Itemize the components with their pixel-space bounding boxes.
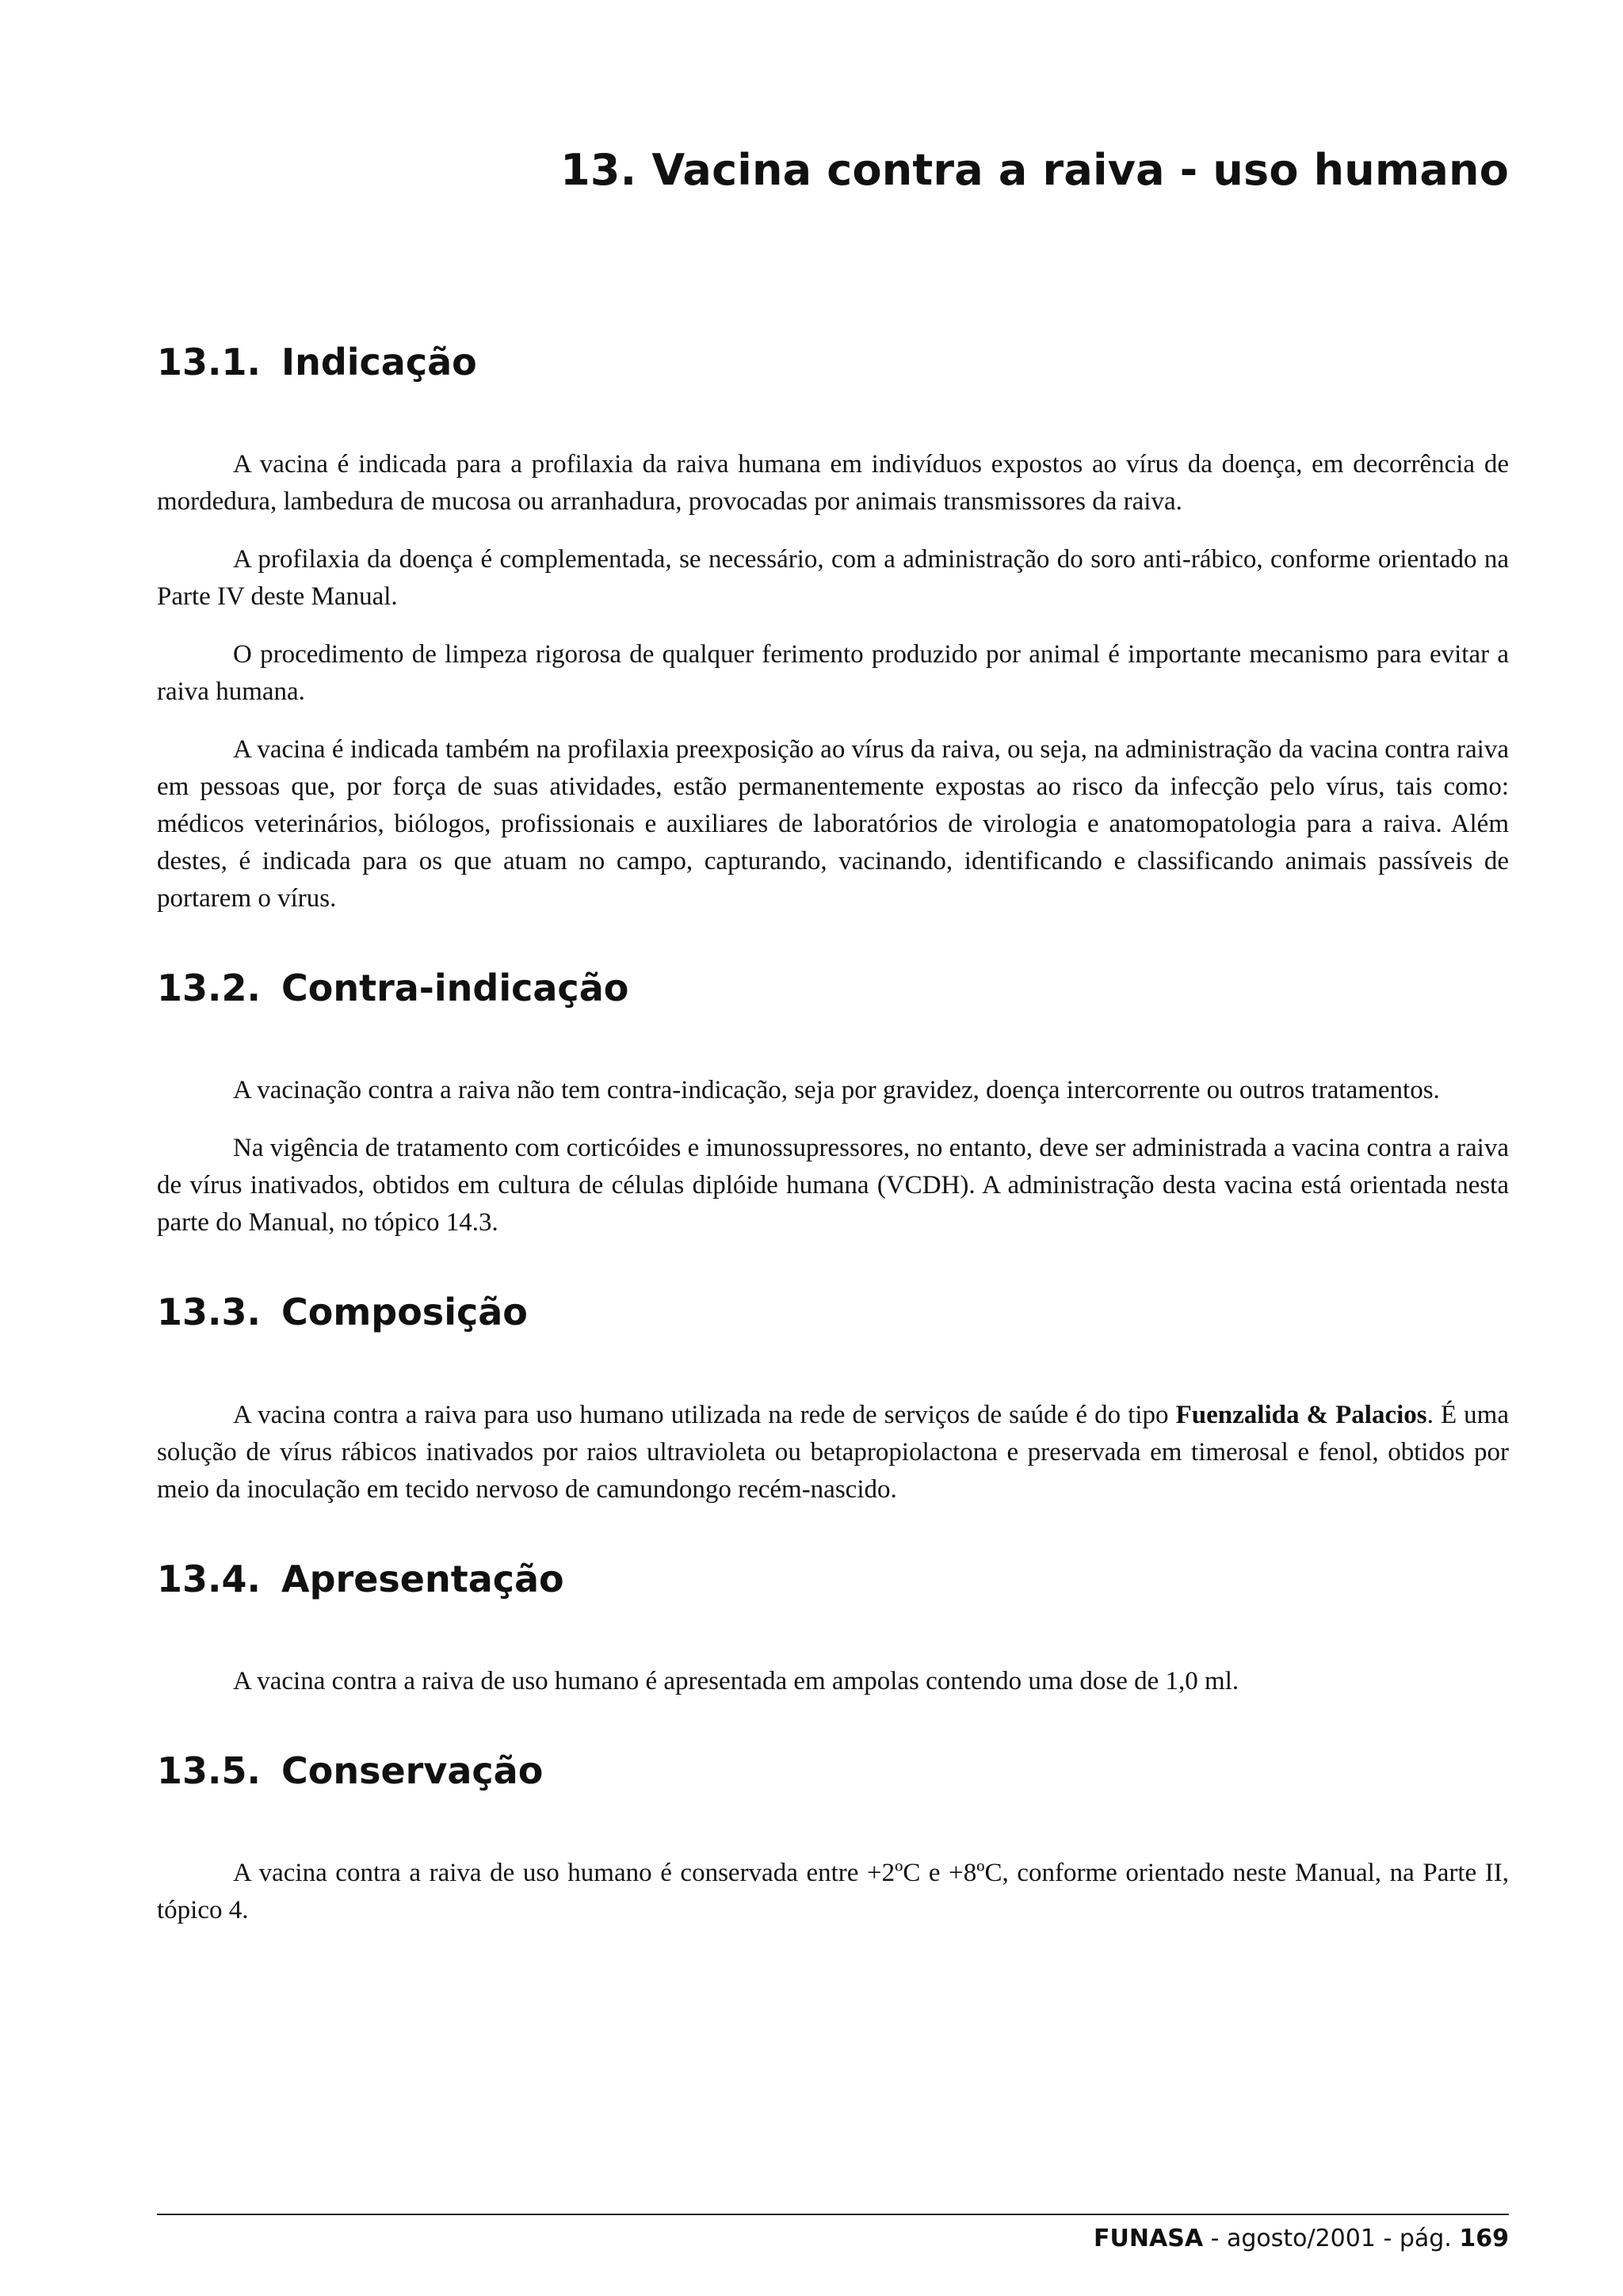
section-contra-indicacao xyxy=(157,967,1509,1241)
paragraph: A vacina contra a raiva de uso humano é apresentada em ampolas contendo uma dose de 1,0 ml. xyxy=(233,1666,1239,1695)
section-indicacao xyxy=(157,341,1509,917)
document-content xyxy=(157,341,1509,1978)
section-heading xyxy=(157,341,1509,384)
section-heading xyxy=(157,1558,1509,1601)
chapter-title: 13. Vacina contra a raiva - uso humano xyxy=(560,145,1509,195)
section-heading xyxy=(157,1749,1509,1793)
section-composicao xyxy=(157,1291,1509,1508)
section-apresentacao xyxy=(157,1558,1509,1700)
paragraph: A profilaxia da doença é complementada, se necessário, com a administração do soro anti-rábico, conforme orientado na Parte IV deste Manual. xyxy=(157,545,1509,612)
footer-date: - agosto/2001 - pág. xyxy=(1203,2225,1460,2252)
section-heading xyxy=(157,1291,1509,1334)
page-number: 169 xyxy=(1459,2225,1509,2252)
paragraph: A vacinação contra a raiva não tem contra-indicação, seja por gravidez, doença intercorrente ou outros tratamentos. xyxy=(233,1076,1440,1105)
paragraph: Na vigência de tratamento com corticóides e imunossupressores, no entanto, deve ser administrada a vacina contra a raiva de vírus inativados, obtidos em cultura de células diplóide humana (VCDH). A administração desta vacina está orientada nesta parte do Manual, no tópico 14.3. xyxy=(157,1134,1509,1238)
paragraph xyxy=(157,1397,1509,1508)
section-title: Conservação xyxy=(281,1749,544,1792)
section-title: Apresentação xyxy=(281,1557,564,1600)
footer-rule xyxy=(157,2214,1509,2215)
section-number: 13.1. xyxy=(157,341,261,383)
section-conservacao xyxy=(157,1749,1509,1929)
section-number: 13.5. xyxy=(157,1749,261,1792)
section-number: 13.2. xyxy=(157,967,261,1010)
document-page xyxy=(157,0,1509,2296)
paragraph-rest: . É uma solução de vírus rábicos inativados por raios ultravioleta ou betapropiolactona e preservada em timerosal e fenol, obtidos por meio da inoculação em tecido nervoso de camundongo recém-nascido. xyxy=(157,1400,1509,1504)
paragraph: A vacina é indicada para a profilaxia da raiva humana em indivíduos expostos ao vírus da doença, em decorrência de mordedura, lambedura de mucosa ou arranhadura, provocadas por animais transmissores da raiva. xyxy=(157,450,1509,517)
section-heading xyxy=(157,967,1509,1010)
section-title: Contra-indicação xyxy=(281,967,629,1010)
paragraph: O procedimento de limpeza rigorosa de qualquer ferimento produzido por animal é importante mecanismo para evitar a raiva humana. xyxy=(157,640,1509,707)
paragraph-intro: A vacina contra a raiva para uso humano utilizada na rede de serviços de saúde é do tipo xyxy=(233,1400,1176,1429)
section-number: 13.4. xyxy=(157,1557,261,1600)
section-number: 13.3. xyxy=(157,1291,261,1334)
paragraph: A vacina é indicada também na profilaxia preexposição ao vírus da raiva, ou seja, na administração da vacina contra raiva em pessoas que, por força de suas atividades, estão permanentemente expostas ao risco da infecção pelo vírus, tais como: médicos veterinários, biólogos, profissionais e auxiliares de laboratórios de virologia e anatomopatologia para a raiva. Além destes, é indicada para os que atuam no campo, capturando, vacinando, identificando e classificando animais passíveis de portarem o vírus. xyxy=(157,735,1509,913)
footer-brand: FUNASA xyxy=(1094,2225,1204,2252)
section-title: Composição xyxy=(281,1291,528,1334)
paragraph: A vacina contra a raiva de uso humano é conservada entre +2ºC e +8ºC, conforme orientado neste Manual, na Parte II, tópico 4. xyxy=(157,1858,1509,1924)
section-title: Indicação xyxy=(281,341,477,383)
page-footer xyxy=(1094,2225,1509,2253)
vaccine-type-emphasis: Fuenzalida & Palacios xyxy=(1175,1400,1427,1429)
